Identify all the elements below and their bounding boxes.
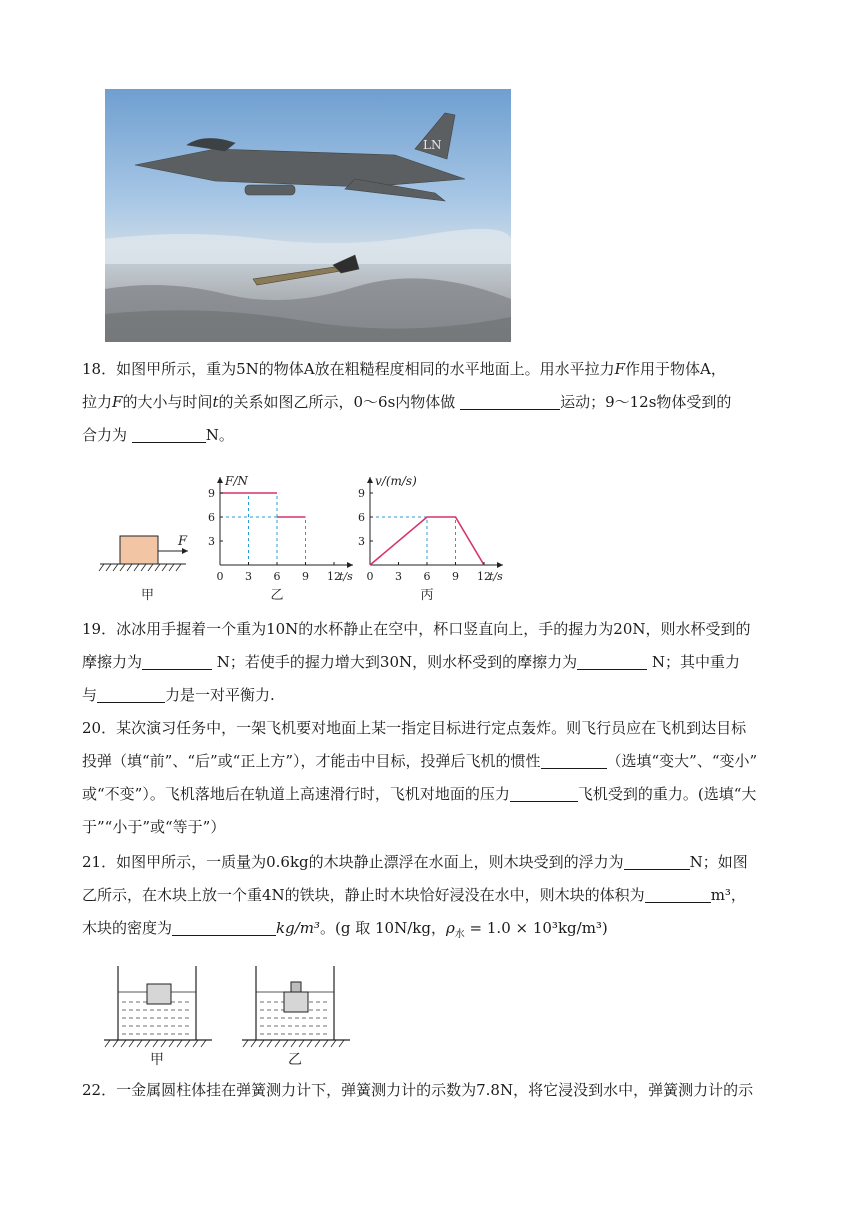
q19-line3: 与 力是一对平衡力. <box>82 686 275 704</box>
svg-text:LN: LN <box>423 138 442 152</box>
answer-blank[interactable] <box>132 426 206 443</box>
y-axis-label: F/N <box>225 474 248 488</box>
answer-blank[interactable] <box>510 785 578 802</box>
q22-line1: 22．一金属圆柱体挂在弹簧测力计下，弹簧测力计的示数为7.8N，将它浸没到水中，弹簧测力计的示 <box>82 1081 754 1099</box>
q18-line3: 合力为 N。 <box>82 426 234 444</box>
answer-blank[interactable] <box>460 393 560 410</box>
force-label: F <box>178 534 188 549</box>
q21-line1: 21．如图甲所示，一质量为0.6kg的木块静止漂浮在水面上，则木块受到的浮力为 N；如图 <box>82 853 748 871</box>
chart-caption: 乙 <box>270 588 284 603</box>
answer-blank[interactable] <box>172 919 276 936</box>
x-tick-label: 0 <box>216 570 224 583</box>
x-tick-label: 6 <box>273 570 281 583</box>
q18-line2: 拉力F的大小与时间t的关系如图乙所示，0～6s内物体做 运动；9～12s物体受到的 <box>82 393 732 411</box>
x-tick-label: 9 <box>452 570 459 583</box>
y-tick-label: 6 <box>358 511 365 524</box>
x-tick-label: 12 <box>327 570 341 583</box>
x-tick-label: 3 <box>395 570 402 583</box>
answer-blank[interactable] <box>142 653 212 670</box>
answer-blank[interactable] <box>97 686 165 703</box>
answer-blank[interactable] <box>541 752 607 769</box>
q20-line1: 20．某次演习任务中，一架飞机要对地面上某一指定目标进行定点轰炸。则飞行员应在飞机到达目标 <box>82 719 747 737</box>
chart-caption: 丙 <box>420 588 434 603</box>
q20-line3: 或“不变”）。飞机落地后在轨道上高速滑行时，飞机对地面的压力 飞机受到的重力。(选填“大 <box>82 785 757 803</box>
y-tick-label: 9 <box>358 487 365 500</box>
answer-blank[interactable] <box>577 653 647 670</box>
q20-line2: 投弹（填“前”、“后”或“正上方”），才能击中目标，投弹后飞机的惯性 （选填“变大”、“变小” <box>82 752 758 770</box>
figure-block <box>96 525 196 605</box>
x-tick-label: 12 <box>477 570 491 583</box>
x-axis-label: t/s <box>339 570 353 583</box>
y-tick-label: 6 <box>208 511 215 524</box>
q20-line4: 于”“小于”或“等于”） <box>82 818 226 836</box>
q21-line2: 乙所示，在木块上放一个重4N的铁块，静止时木块恰好浸没在水中，则木块的体积为 m³， <box>82 886 746 904</box>
y-tick-label: 3 <box>358 535 365 548</box>
x-axis-arrow <box>497 562 503 568</box>
answer-blank[interactable] <box>645 886 711 903</box>
y-axis-arrow <box>217 477 223 483</box>
q18-line1: 18．如图甲所示，重为5N的物体A放在粗糙程度相同的水平地面上。用水平拉力F作用于物体A， <box>82 360 726 378</box>
x-tick-label: 9 <box>302 570 309 583</box>
q19-line1: 19．冰冰用手握着一个重为10N的水杯静止在空中，杯口竖直向上，手的握力为20N，则水杯受到的 <box>82 620 751 638</box>
chart-velocity-time <box>350 460 520 610</box>
y-axis-label: v/(m/s) <box>375 474 417 488</box>
y-tick-label: 9 <box>208 487 215 500</box>
y-axis-arrow <box>367 477 373 483</box>
jet-photo <box>105 89 511 342</box>
figure-label-yi: 乙 <box>288 1052 302 1068</box>
chart-force-time <box>200 460 360 610</box>
x-tick-label: 0 <box>366 570 374 583</box>
y-tick-label: 3 <box>208 535 215 548</box>
figure-label-jia: 甲 <box>141 588 155 603</box>
x-tick-label: 6 <box>423 570 431 583</box>
x-axis-label: t/s <box>489 570 503 583</box>
figure-label-jia: 甲 <box>150 1052 164 1068</box>
q21-line3: 木块的密度为 kg/m³。(g 取 10N/kg，$\rho_水 = 1.0 \times 10^3kg/m^3$) <box>82 919 608 940</box>
x-tick-label: 3 <box>245 570 252 583</box>
answer-blank[interactable] <box>624 853 690 870</box>
q19-line2: 摩擦力为 N；若使手的握力增大到30N，则水杯受到的摩擦力为 N；其中重力 <box>82 653 741 671</box>
figure-beakers <box>100 962 360 1072</box>
